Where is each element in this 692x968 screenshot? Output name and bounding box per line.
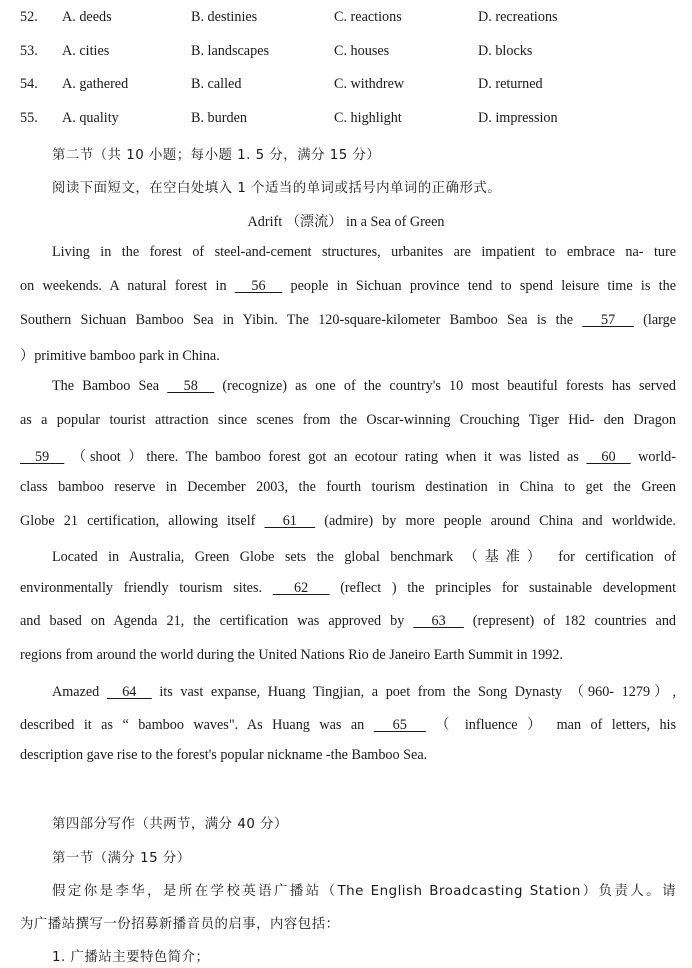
- question-number: 52.: [20, 9, 38, 25]
- section-heading: 第二节（共 10 小题；每小题 1. 5 分，满分 15 分）: [52, 148, 381, 163]
- option-c: C. houses: [334, 43, 390, 59]
- option-b: B. landscapes: [191, 43, 270, 59]
- passage-line: on weekends. A natural forest in 56 people in Sichuan province tend to spend leisure time is the: [20, 278, 676, 294]
- question-number: 55.: [20, 110, 38, 126]
- blank-64[interactable]: 64: [106, 684, 152, 700]
- blank-56[interactable]: 56: [234, 278, 283, 294]
- option-a: A. quality: [62, 110, 119, 126]
- passage-line: 59 （shoot ）there. The bamboo forest got an ecotour rating when it was listed as 60 world-: [20, 449, 677, 465]
- blank-61[interactable]: 61: [264, 513, 316, 529]
- passage-line: Southern Sichuan Bamboo Sea in Yibin. The 120-square-kilometer Bamboo Sea is the 57 (large: [20, 312, 676, 328]
- passage-line: ）primitive bamboo park in China.: [20, 348, 220, 364]
- option-row-55: [0, 110, 692, 132]
- option-a: A. gathered: [62, 76, 129, 92]
- option-row-54: [0, 76, 692, 98]
- option-c: C. reactions: [334, 9, 402, 25]
- part-heading: 第四部分写作（共两节，满分 40 分）: [52, 817, 288, 832]
- passage-line: description gave rise to the forest's popular nickname -the Bamboo Sea.: [20, 747, 428, 763]
- passage-line: Living in the forest of steel-and-cement structures, urbanites are impatient to embrace na- ture: [52, 244, 676, 260]
- passage-title: Adrift （漂流） in a Sea of Green: [247, 214, 445, 230]
- passage-line: class bamboo reserve in December 2003, the fourth tourism destination in China to get the Green: [20, 479, 676, 495]
- option-a: A. cities: [62, 43, 110, 59]
- option-c: C. highlight: [334, 110, 402, 126]
- section-heading: 第一节（满分 15 分）: [52, 851, 191, 866]
- passage-line: Located in Australia, Green Globe sets the global benchmark （基准） for certification of: [52, 549, 676, 565]
- option-d: D. blocks: [478, 43, 533, 59]
- passage-line: The Bamboo Sea 58 (recognize) as one of the country's 10 most beautiful forests has served: [52, 378, 676, 394]
- option-d: D. returned: [478, 76, 543, 92]
- passage-line: and based on Agenda 21, the certification was approved by 63 (represent) of 182 countries and: [20, 613, 677, 629]
- task-item: 1. 广播站主要特色简介；: [52, 950, 210, 965]
- section-instruction: 阅读下面短文，在空白处填入 1 个适当的单词或括号内单词的正确形式。: [52, 181, 502, 196]
- question-number: 53.: [20, 43, 38, 59]
- blank-65[interactable]: 65: [373, 717, 426, 733]
- option-b: B. burden: [191, 110, 247, 126]
- option-row-53: [0, 43, 692, 65]
- passage-line: as a popular tourist attraction since scenes from the Oscar-winning Crouching Tiger Hid- den Dragon: [20, 412, 676, 428]
- blank-58[interactable]: 58: [167, 378, 215, 394]
- option-d: D. impression: [478, 110, 558, 126]
- blank-63[interactable]: 63: [413, 613, 464, 629]
- blank-59[interactable]: 59: [20, 449, 65, 465]
- passage-line: Amazed 64 its vast expanse, Huang Tingjian, a poet from the Song Dynasty （960- 1279）,: [52, 684, 676, 700]
- option-b: B. destinies: [191, 9, 258, 25]
- passage-line: described it as “ bamboo waves". As Huang was an 65 （ influence ） man of letters, his: [20, 717, 677, 733]
- option-d: D. recreations: [478, 9, 558, 25]
- task-line: 为广播站撰写一份招募新播音员的启事，内容包括：: [20, 917, 340, 932]
- option-b: B. called: [191, 76, 242, 92]
- passage-line: regions from around the world during the United Nations Rio de Janeiro Earth Summit in 1992.: [20, 647, 563, 663]
- blank-62[interactable]: 62: [272, 580, 330, 596]
- blank-60[interactable]: 60: [586, 449, 631, 465]
- option-c: C. withdrew: [334, 76, 405, 92]
- option-row-52: [0, 9, 692, 31]
- question-number: 54.: [20, 76, 38, 92]
- blank-57[interactable]: 57: [582, 312, 634, 328]
- task-line: 假定你是李华，是所在学校英语广播站（The English Broadcasting Station）负责人。请: [52, 884, 676, 899]
- option-a: A. deeds: [62, 9, 112, 25]
- passage-line: Globe 21 certification, allowing itself 61 (admire) by more people around China and worldwide.: [20, 513, 676, 529]
- passage-line: environmentally friendly tourism sites. 62 (reflect ) the principles for sustainable development: [20, 580, 677, 596]
